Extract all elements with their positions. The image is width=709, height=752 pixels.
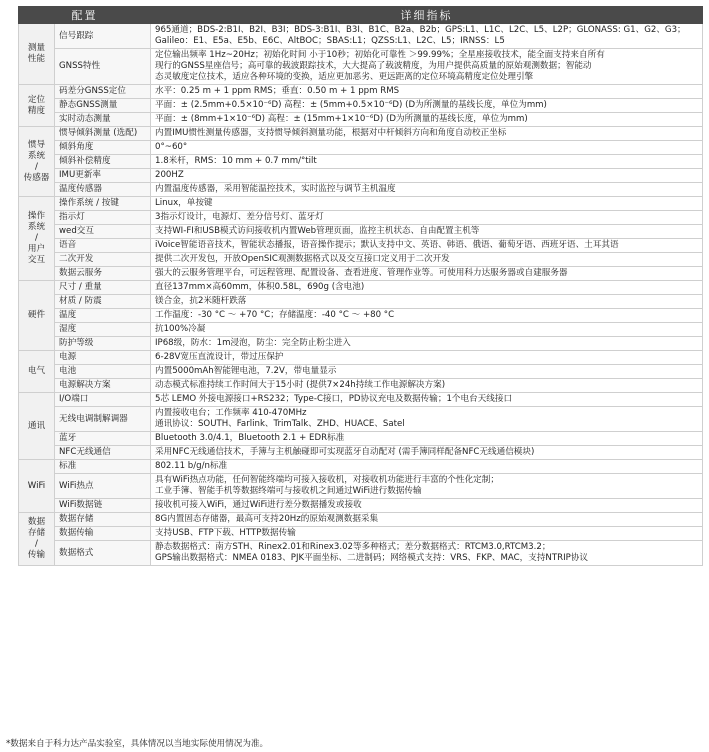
table-row: [19, 113, 703, 127]
table-row: [19, 460, 703, 474]
table-row: [19, 253, 703, 267]
item-value: [151, 337, 703, 351]
category-label: 传感器: [23, 172, 50, 183]
item-label: 数据格式: [55, 541, 151, 566]
item-label: 湿度: [55, 323, 151, 337]
value-line: Linux，单按键: [155, 198, 213, 208]
item-value: [151, 253, 703, 267]
value-line: 支持WI-FI和USB模式访问接收机内置Web管理页面，监控主机状态、自由配置主机等: [155, 226, 480, 236]
item-value: [151, 225, 703, 239]
table-row: [19, 267, 703, 281]
value-line: 直径137mm×高60mm，体积0.58L，690g (含电池): [155, 282, 365, 292]
item-value: [151, 432, 703, 446]
category-label: 电气: [27, 366, 46, 376]
table-row: [19, 527, 703, 541]
category-label: 测量: [27, 43, 46, 53]
item-label: 惯导倾斜测量 (选配): [55, 127, 151, 141]
item-label: 电源解决方案: [55, 379, 151, 393]
table-row: [19, 541, 703, 566]
value-line: 内置5000mAh智能锂电池，7.2V，带电量显示: [155, 366, 337, 376]
value-line: 802.11 b/g/n标准: [155, 461, 228, 471]
item-value: [151, 169, 703, 183]
table-row: [19, 365, 703, 379]
item-value: [151, 513, 703, 527]
table-row: [19, 499, 703, 513]
item-label: 数据存储: [55, 513, 151, 527]
item-label: 蓝牙: [55, 432, 151, 446]
item-label: 信号跟踪: [55, 24, 151, 49]
item-label: NFC无线通信: [55, 446, 151, 460]
table-row: [19, 127, 703, 141]
category-label: /: [35, 161, 38, 172]
value-line: 现行的GNSS星座信号；高可靠的载波跟踪技术，大大提高了载波精度，为用户提供高质量的原始观测数据；智能动: [155, 61, 592, 71]
value-line: 平面：± (8mm+1×10⁻⁶D) 高程：± (15mm+1×10⁻⁶D) (D为所测量的基线长度，单位为mm): [155, 114, 528, 124]
value-line: 200HZ: [155, 170, 184, 180]
value-line: Galileo：E1、E5a、E5b、E6C、AltBOC；SBAS:L1；QZSS:L1、L2C、L5；IRNSS：L5: [155, 36, 505, 46]
table-row: [19, 393, 703, 407]
item-value: [151, 407, 703, 432]
category-label: 通讯: [27, 420, 46, 431]
item-label: 温度传感器: [55, 183, 151, 197]
table-row: [19, 225, 703, 239]
value-line: 强大的云服务管理平台，可远程管理、配置设备、查看进度、管理作业等。可使用科力达服务器或自建服务器: [155, 268, 568, 278]
item-label: GNSS特性: [55, 49, 151, 85]
table-header-row: [19, 7, 703, 24]
item-value: [151, 267, 703, 281]
table-row: [19, 513, 703, 527]
item-label: 静态GNSS测量: [55, 99, 151, 113]
category-label: 数据: [27, 517, 46, 527]
value-line: 采用NFC无线通信技术，手簿与主机触碰即可实现蓝牙自动配对 (需手簿同样配备NFC无线通信模块): [155, 447, 535, 457]
table-row: [19, 309, 703, 323]
category-cell: [19, 393, 55, 460]
item-label: 防护等级: [55, 337, 151, 351]
table-row: [19, 281, 703, 295]
value-line: 具有WiFi热点功能，任何智能终端均可接入接收机，对接收机功能进行丰富的个性化定制；: [155, 475, 499, 485]
table-row: [19, 169, 703, 183]
category-label: /: [35, 233, 38, 243]
category-cell: [19, 460, 55, 513]
value-line: 定位输出频率 1Hz~20Hz；初始化时间 小于10秒；初始化可靠性 ＞99.99%；全星座接收技术，能全面支持来自所有: [155, 50, 605, 60]
item-value: [151, 99, 703, 113]
value-line: 工业手簿、智能手机等数据终端可与接收机之间通过WiFi进行数据传输: [155, 486, 422, 496]
item-label: wed交互: [55, 225, 151, 239]
item-label: 材质 / 防震: [55, 295, 151, 309]
item-value: [151, 113, 703, 127]
item-label: WiFi热点: [55, 474, 151, 499]
item-value: [151, 295, 703, 309]
category-cell: [19, 197, 55, 281]
category-label: 性能: [27, 54, 46, 64]
item-label: 倾斜补偿精度: [55, 155, 151, 169]
category-cell: [19, 513, 55, 566]
category-label: 用户: [27, 244, 46, 254]
category-cell: [19, 85, 55, 127]
category-label: 精度: [27, 105, 46, 116]
value-line: 动态模式标准持续工作时间大于15小时 (提供7×24h持续工作电源解决方案): [155, 380, 446, 390]
value-line: 通讯协议：SOUTH、Farlink、TrimTalk、ZHD、HUACE、Satel: [155, 419, 405, 429]
category-label: 操作: [27, 211, 46, 221]
item-label: 无线电调制解调器: [55, 407, 151, 432]
value-line: 内置IMU惯性测量传感器，支持惯导倾斜测量功能，根据对中杆倾斜方向和角度自动校正坐标: [155, 128, 507, 138]
item-label: 数据传输: [55, 527, 151, 541]
table-row: [19, 446, 703, 460]
table-row: [19, 141, 703, 155]
item-value: [151, 85, 703, 99]
table-row: [19, 239, 703, 253]
value-line: Bluetooth 3.0/4.1，Bluetooth 2.1 + EDR标准: [155, 433, 345, 443]
item-label: 标准: [55, 460, 151, 474]
value-line: 工作温度：-30 °C ～ +70 °C；存储温度：-40 °C ～ +80 °C: [155, 310, 395, 320]
category-label: 惯导: [27, 139, 46, 150]
item-value: [151, 127, 703, 141]
item-label: WiFi数据链: [55, 499, 151, 513]
item-value: [151, 499, 703, 513]
item-label: 倾斜角度: [55, 141, 151, 155]
item-value: [151, 393, 703, 407]
item-label: IMU更新率: [55, 169, 151, 183]
category-label: 系统: [27, 150, 46, 161]
item-label: 数据云服务: [55, 267, 151, 281]
category-label: /: [35, 539, 38, 549]
value-line: 平面：± (2.5mm+0.5×10⁻⁶D) 高程：± (5mm+0.5×10⁻⁶D) (D为所测量的基线长度，单位为mm): [155, 100, 547, 110]
table-row: [19, 407, 703, 432]
item-value: [151, 183, 703, 197]
category-cell: [19, 281, 55, 351]
value-line: 0°~60°: [155, 142, 188, 152]
category-label: 交互: [27, 255, 46, 265]
table-row: [19, 211, 703, 225]
item-value: [151, 379, 703, 393]
value-line: 态灵敏度定位技术，适应各种环境的变换，适应更加恶劣、更远距离的定位环境高精度定位处理引擎: [155, 72, 534, 82]
table-row: [19, 24, 703, 49]
category-cell: [19, 351, 55, 393]
value-line: 提供二次开发包，开放OpenSIC观测数据格式以及交互接口定义用于二次开发: [155, 254, 450, 264]
item-label: 二次开发: [55, 253, 151, 267]
item-value: [151, 197, 703, 211]
table-row: [19, 432, 703, 446]
item-value: [151, 155, 703, 169]
table-row: [19, 49, 703, 85]
item-label: 实时动态测量: [55, 113, 151, 127]
value-line: 1.8米杆，RMS：10 mm + 0.7 mm/°tilt: [155, 156, 317, 166]
value-line: 抗100%冷凝: [155, 324, 206, 334]
item-value: [151, 211, 703, 225]
item-label: 电池: [55, 365, 151, 379]
table-row: [19, 197, 703, 211]
value-line: 5芯 LEMO 外接电源接口+RS232；Type-C接口，PD协议充电及数据传输；1个电台天线接口: [155, 394, 513, 404]
category-cell: [19, 24, 55, 85]
item-value: [151, 309, 703, 323]
table-row: [19, 337, 703, 351]
item-label: 电源: [55, 351, 151, 365]
item-value: [151, 446, 703, 460]
value-line: 内置温度传感器，采用智能温控技术，实时监控与调节主机温度: [155, 184, 396, 194]
table-body: [19, 24, 703, 566]
item-value: [151, 24, 703, 49]
value-line: 支持USB、FTP下载、HTTP数据传输: [155, 528, 296, 538]
item-value: [151, 351, 703, 365]
item-value: [151, 474, 703, 499]
table-row: [19, 474, 703, 499]
value-line: 965通道；BDS-2:B1I、B2I、B3I；BDS-3:B1I、B3I、B1C、B2a、B2b；GPS:L1、L1C、L2C、L5、L2P；GLONASS: G1、G2、G3；: [155, 25, 686, 35]
table-row: [19, 323, 703, 337]
item-value: [151, 281, 703, 295]
category-label: 存储: [27, 528, 46, 538]
value-line: 接收机可接入WiFi，通过WiFi进行差分数据播发或接收: [155, 500, 362, 510]
table-row: [19, 295, 703, 309]
category-label: WiFi: [27, 480, 46, 491]
value-line: 3指示灯设计，电源灯、差分信号灯、蓝牙灯: [155, 212, 324, 222]
item-label: 尺寸 / 重量: [55, 281, 151, 295]
item-value: [151, 541, 703, 566]
category-cell: [19, 127, 55, 197]
value-line: GPS输出数据格式：NMEA 0183、PJK平面坐标、二进制码；网络模式支持：VRS、FKP、MAC，支持NTRIP协议: [155, 553, 588, 563]
value-line: iVoice智能语音技术，智能状态播报，语音操作提示；默认支持中文、英语、韩语、俄语、葡萄牙语、西班牙语、土耳其语: [155, 240, 619, 250]
table-row: [19, 99, 703, 113]
header-detail: 详细指标: [151, 7, 703, 24]
value-line: 内置接收电台；工作频率 410-470MHz: [155, 408, 307, 418]
category-label: 定位: [27, 94, 46, 105]
category-label: 传输: [27, 550, 46, 560]
table-row: [19, 155, 703, 169]
table-row: [19, 379, 703, 393]
table-row: [19, 85, 703, 99]
item-label: 操作系统 / 按键: [55, 197, 151, 211]
category-label: 硬件: [27, 310, 46, 320]
item-label: 温度: [55, 309, 151, 323]
item-label: 指示灯: [55, 211, 151, 225]
item-label: 语音: [55, 239, 151, 253]
value-line: IP68级，防水：1m浸泡，防尘：完全防止粉尘进入: [155, 338, 351, 348]
value-line: 镁合金，抗2米随杆跌落: [155, 296, 247, 306]
item-value: [151, 527, 703, 541]
value-line: 水平：0.25 m + 1 ppm RMS；垂直：0.50 m + 1 ppm RMS: [155, 86, 400, 96]
value-line: 8G内置固态存储器，最高可支持20Hz的原始观测数据采集: [155, 514, 379, 524]
item-label: 码差分GNSS定位: [55, 85, 151, 99]
item-value: [151, 239, 703, 253]
item-value: [151, 365, 703, 379]
item-label: I/O端口: [55, 393, 151, 407]
spec-table: [18, 6, 703, 566]
category-label: 系统: [27, 222, 46, 232]
table-row: [19, 183, 703, 197]
item-value: [151, 323, 703, 337]
item-value: [151, 141, 703, 155]
item-value: [151, 49, 703, 85]
value-line: 6-28V宽压直流设计，带过压保护: [155, 352, 284, 362]
table-row: [19, 351, 703, 365]
footnote: *数据来自于科力达产品实验室，具体情况以当地实际使用情况为准。: [6, 739, 269, 749]
header-config: 配置: [19, 7, 151, 24]
value-line: 静态数据格式：南方STH、Rinex2.01和Rinex3.02等多种格式；差分数据格式：RTCM3.0,RTCM3.2；: [155, 542, 551, 552]
item-value: [151, 460, 703, 474]
